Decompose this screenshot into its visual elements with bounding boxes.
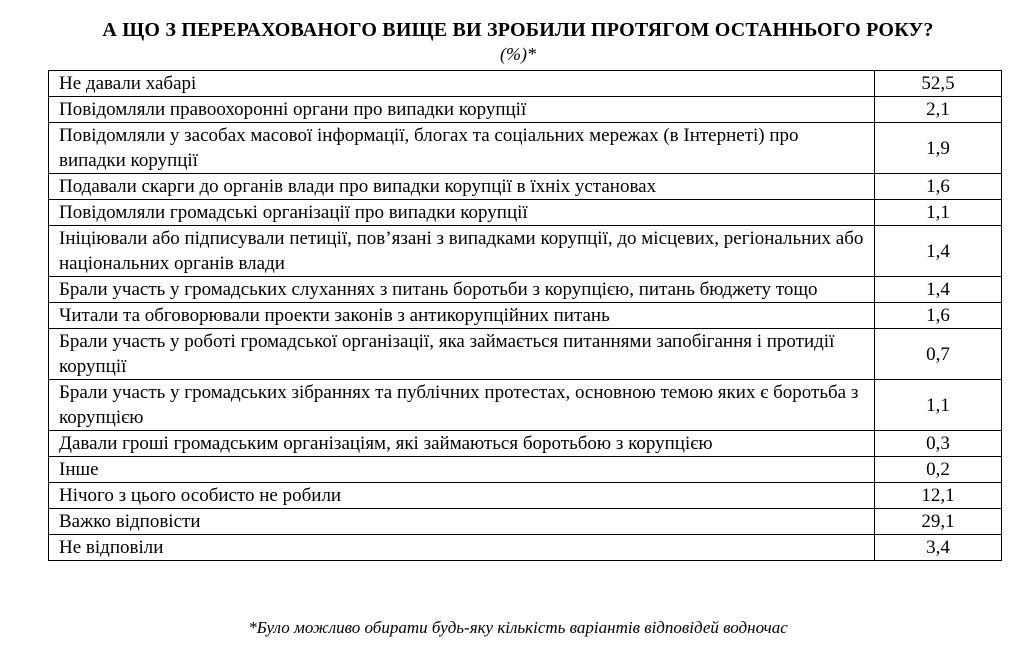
row-label: Подавали скарги до органів влади про випадки корупції в їхніх установах	[49, 174, 875, 200]
table-row	[49, 303, 1002, 329]
row-label: Не відповіли	[49, 535, 875, 561]
row-label: Брали участь у роботі громадської організації, яка займається питаннями запобігання і протидії корупції	[49, 329, 875, 380]
row-value: 1,9	[875, 123, 1002, 174]
table-row	[49, 535, 1002, 561]
row-value: 2,1	[875, 97, 1002, 123]
row-value: 12,1	[875, 483, 1002, 509]
row-label: Брали участь у громадських зібраннях та публічних протестах, основною темою яких є боротьба з корупцією	[49, 380, 875, 431]
row-label: Читали та обговорювали проекти законів з антикорупційних питань	[49, 303, 875, 329]
table-row	[49, 431, 1002, 457]
table-row	[49, 97, 1002, 123]
row-value: 3,4	[875, 535, 1002, 561]
row-value: 1,6	[875, 174, 1002, 200]
row-value: 0,3	[875, 431, 1002, 457]
row-value: 1,1	[875, 200, 1002, 226]
results-table	[48, 70, 1002, 561]
row-label: Інше	[49, 457, 875, 483]
table-row	[49, 174, 1002, 200]
row-label: Брали участь у громадських слуханнях з питань боротьби з корупцією, питань бюджету тощо	[49, 277, 875, 303]
row-label: Повідомляли у засобах масової інформації, блогах та соціальних мережах (в Інтернеті) про випадки корупції	[49, 123, 875, 174]
row-label: Нічого з цього особисто не робили	[49, 483, 875, 509]
row-value: 52,5	[875, 71, 1002, 97]
row-label: Повідомляли громадські організації про випадки корупції	[49, 200, 875, 226]
row-value: 0,2	[875, 457, 1002, 483]
table-row	[49, 123, 1002, 174]
row-label: Давали гроші громадським організаціям, які займаються боротьбою з корупцією	[49, 431, 875, 457]
footnote: *Було можливо обирати будь-яку кількість варіантів відповідей водночас	[248, 618, 788, 637]
table-row	[49, 380, 1002, 431]
table-row	[49, 329, 1002, 380]
row-value: 1,4	[875, 226, 1002, 277]
row-value: 1,6	[875, 303, 1002, 329]
row-value: 29,1	[875, 509, 1002, 535]
row-label: Ініціювали або підписували петиції, пов’язані з випадками корупції, до місцевих, регіональних або національних органів влади	[49, 226, 875, 277]
row-label: Повідомляли правоохоронні органи про випадки корупції	[49, 97, 875, 123]
table-row	[49, 509, 1002, 535]
unit-label: (%)*	[500, 44, 536, 64]
table-row	[49, 226, 1002, 277]
row-label: Важко відповісти	[49, 509, 875, 535]
table-row	[49, 277, 1002, 303]
table-row	[49, 457, 1002, 483]
table-row	[49, 71, 1002, 97]
page-title: А ЩО З ПЕРЕРАХОВАНОГО ВИЩЕ ВИ ЗРОБИЛИ ПРОТЯГОМ ОСТАННЬОГО РОКУ?	[102, 19, 934, 41]
table-row	[49, 200, 1002, 226]
table-row	[49, 483, 1002, 509]
row-value: 1,4	[875, 277, 1002, 303]
row-value: 1,1	[875, 380, 1002, 431]
row-value: 0,7	[875, 329, 1002, 380]
row-label: Не давали хабарі	[49, 71, 875, 97]
